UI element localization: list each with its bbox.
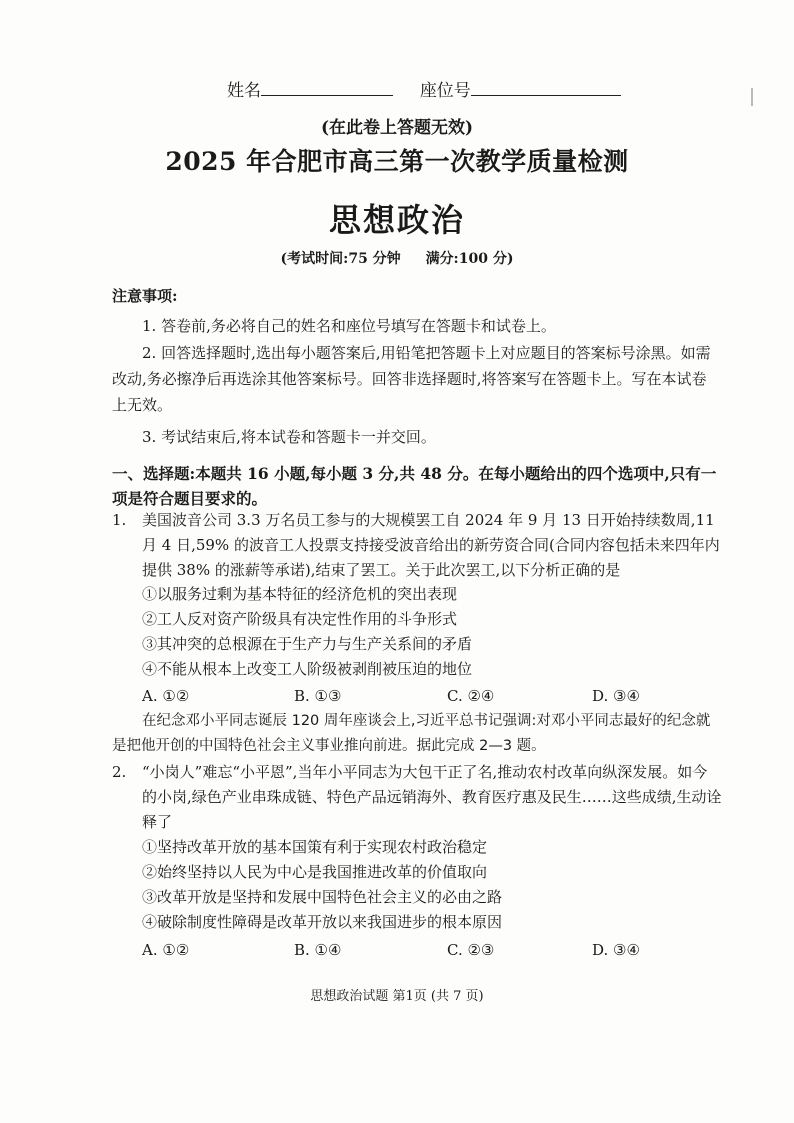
question-2: [112, 760, 722, 835]
answer-choices: [142, 684, 662, 709]
name-blank: [261, 79, 393, 96]
question-number: 2.: [112, 763, 127, 781]
option-item: ①以服务过剩为基本特征的经济危机的突出表现: [142, 585, 458, 603]
question-1: [112, 508, 722, 583]
option-item: ①坚持改革开放的基本国策有利于实现农村政治稳定: [142, 838, 488, 856]
choice-c: C. ②④: [447, 687, 495, 705]
option-item: ④不能从根本上改变工人阶级被剥削被压迫的地位: [142, 660, 473, 678]
question-number: 1.: [112, 511, 127, 529]
scan-mark: [751, 88, 753, 106]
seat-blank: [471, 79, 621, 96]
subject-title: 思想政治: [328, 201, 465, 239]
seat-label: 座位号: [419, 81, 471, 101]
choice-b: B. ①③: [294, 687, 342, 705]
option-item: ③改革开放是坚持和发展中国特色社会主义的必由之路: [142, 888, 503, 906]
note-item: 3. 考试结束后,将本试卷和答题卡一并交回。: [142, 428, 436, 446]
notes-heading: 注意事项:: [112, 287, 178, 305]
page-footer: 思想政治试题 第1页 (共 7 页): [310, 989, 484, 1004]
answer-choices: [142, 938, 662, 963]
choice-c: C. ②③: [447, 941, 495, 959]
invalid-note: (在此卷上答题无效): [320, 118, 474, 138]
option-item: ③其冲突的总根源在于生产力与生产关系间的矛盾: [142, 635, 473, 653]
note-item: 1. 答卷前,务必将自己的姓名和座位号填写在答题卡和试卷上。: [142, 317, 556, 335]
choice-b: B. ①④: [294, 941, 342, 959]
choice-d: D. ③④: [592, 687, 640, 705]
note-item: 2. 回答选择题时,选出每小题答案后,用铅笔把答题卡上对应题目的答案标号涂黑。如需改动,务必擦净后再选涂其他答案标号。回答非选择题时,将答案写在答题卡上。写在本试卷上无效。: [112, 344, 711, 414]
choice-d: D. ③④: [592, 941, 640, 959]
shared-context: 在纪念邓小平同志诞辰 120 周年座谈会上,习近平总书记强调:对邓小平同志最好的纪念就是把他开创的中国特色社会主义事业推向前进。据此完成 2—3 题。: [112, 713, 711, 754]
choice-a: A. ①②: [142, 687, 190, 705]
full-score: 满分:100 分): [425, 251, 514, 267]
question-stem: 美国波音公司 3.3 万名员工参与的大规模罢工自 2024 年 9 月 13 日开始持续数周,11 月 4 日,59% 的波音工人投票支持接受波音给出的新劳资合同(合同内容包括未来四年内提供 38% 的涨薪等承诺),结束了罢工。关于此次罢工,以下分析正确的是: [142, 511, 720, 579]
exam-title: 2025 年合肥市高三第一次教学质量检测: [165, 147, 629, 176]
name-label: 姓名: [227, 81, 261, 101]
option-item: ②始终坚持以人民为中心是我国推进改革的价值取向: [142, 863, 488, 881]
student-info-row: [227, 76, 621, 101]
exam-time: (考试时间:75 分钟: [280, 251, 401, 267]
option-item: ④破除制度性障碍是改革开放以来我国进步的根本原因: [142, 913, 503, 931]
option-item: ②工人反对资产阶级具有决定性作用的斗争形式: [142, 610, 458, 628]
section-heading: 一、选择题:本题共 16 小题,每小题 3 分,共 48 分。在每小题给出的四个选项中,只有一项是符合题目要求的。: [112, 464, 717, 508]
question-stem: “小岗人”难忘“小平恩”,当年小平同志为大包干正了名,推动农村改革向纵深发展。如今的小岗,绿色产业串珠成链、特色产品远销海外、教育医疗惠及民生……这些成绩,生动诠释了: [142, 763, 722, 831]
choice-a: A. ①②: [142, 941, 190, 959]
exam-meta: [0, 248, 794, 268]
